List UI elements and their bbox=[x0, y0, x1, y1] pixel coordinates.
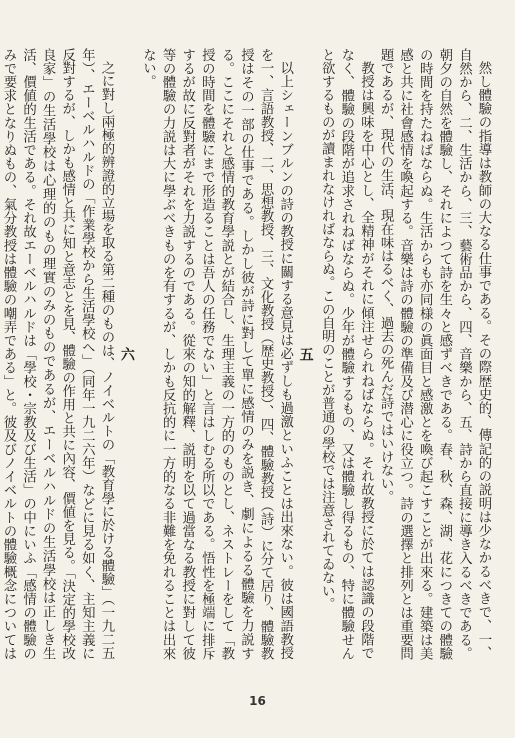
section-heading: 五 bbox=[297, 347, 314, 361]
body-paragraph: 之に對し兩極的辨證的立場を取る第二種のものは、ノイベルトの「教育學に於ける體驗」（一九二五年）、エーベルハルドの「作業學校から生活學校へ」（同年一九二六年）などに見る如く、主知主義に反對するが、しかも感情と共に知と意志とを見、體驗の作用と共に內容、價値を見る。「決定的學校改良家」の生活學校は心理的のもの理實のみのものであるが、エーベルハルドの生活學校は正しき生活、價値的生活である。それ故エーベルハルドは「學校・宗教及び生活」の中にいふ「感情の體驗のみで要求となりぬもの、氣分教授は體驗の嘲弄である」と。彼及びノイベルトの體驗概念については bbox=[0, 48, 114, 660]
page-number: 16 bbox=[249, 694, 266, 708]
body-paragraph: 教授は興味を中心とし、全精神がそれに傾注せられねばならぬ。それ故教授に於ては認識の段階でなく、體驗の段階が追求されねばならぬ。少年が體驗するもの、又は體驗し得るもの、特に體驗せんと欲するものが讀まれなければならぬ。この自明のことが普通の學校では注意されてゐない。 bbox=[319, 48, 374, 660]
vertical-text-block bbox=[0, 48, 493, 660]
body-paragraph: 以上シェーンブルンの詩の教授に關する意見は必ずしも過激といふことは出來ない。彼は國語教授を一、言語教授、二、思想教授、三、文化教授（歴史教授）、四、體驗教授（詩）に分て居り、體驗教授はその一部の仕事である。しかし彼が詩に對して單に感情のみを説き、劇によるる體驗を力説する。ここにそれと感情的教育學説とが結合し、生理主義の一方的のものとし、ネストレーをして「教授の時間を體驗にまで形造ることは吾人の任務でない」と言はしむる所以である。悟性を極端に排斥するが故に反對者がそれを力説するのである。從來の知的解釋、説明を以て過當なる教授に對して彼等の體驗の力説は大に學ぶべきものを有するが、しかも反抗的に一方的なる非難を免れることは出來ない。 bbox=[140, 48, 293, 660]
body-paragraph: 然し體驗の指導は教師の大なる仕事である。その際歴史的、傳記的の説明は少なかるべきで、一、自然から、二、生活から、三、藝術品から、四、音樂から、五、詩から直接に導き入るべきである。朝夕の自然を體驗し、それによつて詩を生々と感ずべきである。春、秋、森、湖、花につきての體驗の時間を持たねばならぬ。生活からも亦同様の眞面目と感激とを喚び起こすことが出來る。建築は美感と共に社會感情を喚起する。音樂は詩の體驗の準備及び潜心に役立つ。詩の選擇と排列とは重要問題であるが、現代の生活、現在味はるべく、過去の死んだ詩ではいけない。 bbox=[378, 48, 491, 660]
section-heading: 六 bbox=[118, 347, 135, 361]
